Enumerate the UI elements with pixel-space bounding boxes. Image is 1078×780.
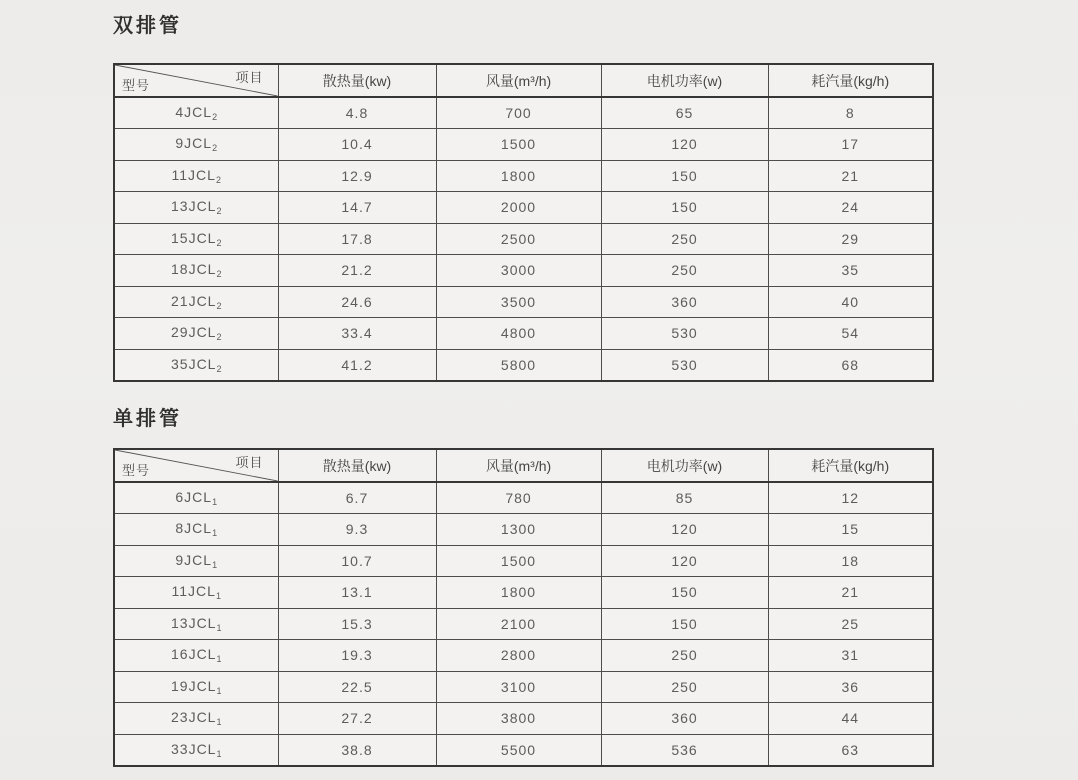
steam-consumption-cell: 12 [768,482,933,514]
motor-power-cell: 85 [601,482,768,514]
model-cell: $21JCL_2$ [114,286,278,318]
table-row [114,318,933,350]
steam-consumption-cell: 44 [768,703,933,735]
steam-consumption-cell: 31 [768,640,933,672]
table-row [114,640,933,672]
column-header-airflow: 风量(m³/h) [436,64,601,97]
table-row [114,97,933,129]
model-cell: $9JCL_2$ [114,129,278,161]
heat-output-cell: 13.1 [278,577,436,609]
heat-output-cell: 14.7 [278,192,436,224]
air-volume-cell: 5800 [436,349,601,381]
motor-power-cell: 530 [601,349,768,381]
table-row [114,734,933,766]
model-cell: $11JCL_1$ [114,577,278,609]
air-volume-cell: 2500 [436,223,601,255]
column-header-airflow: 风量(m³/h) [436,449,601,482]
motor-power-cell: 150 [601,192,768,224]
table-body [114,482,933,766]
heat-output-cell: 10.4 [278,129,436,161]
motor-power-cell: 150 [601,577,768,609]
air-volume-cell: 1500 [436,129,601,161]
steam-consumption-cell: 25 [768,608,933,640]
steam-consumption-cell: 21 [768,160,933,192]
air-volume-cell: 1800 [436,577,601,609]
corner-label-model: 型号 [122,463,151,478]
steam-consumption-cell: 40 [768,286,933,318]
heat-output-cell: 6.7 [278,482,436,514]
steam-consumption-cell: 21 [768,577,933,609]
heat-output-cell: 9.3 [278,514,436,546]
table-row [114,703,933,735]
model-cell: $13JCL_1$ [114,608,278,640]
table-row [114,349,933,381]
air-volume-cell: 1800 [436,160,601,192]
motor-power-cell: 530 [601,318,768,350]
heat-output-cell: 27.2 [278,703,436,735]
air-volume-cell: 2800 [436,640,601,672]
column-header-motor-power: 电机功率(w) [601,64,768,97]
model-cell: $33JCL_1$ [114,734,278,766]
table-row [114,223,933,255]
motor-power-cell: 250 [601,640,768,672]
model-cell: $15JCL_2$ [114,223,278,255]
table-row [114,577,933,609]
steam-consumption-cell: 36 [768,671,933,703]
table-row [114,129,933,161]
motor-power-cell: 536 [601,734,768,766]
corner-header-cell [114,449,278,482]
model-cell: $4JCL_2$ [114,97,278,129]
model-cell: $19JCL_1$ [114,671,278,703]
model-cell: $6JCL_1$ [114,482,278,514]
section-title-double-row: 双排管 [113,15,182,37]
motor-power-cell: 250 [601,223,768,255]
column-header-heat: 散热量(kw) [278,449,436,482]
corner-label-item: 项目 [235,455,264,470]
heat-output-cell: 17.8 [278,223,436,255]
air-volume-cell: 2100 [436,608,601,640]
heat-output-cell: 38.8 [278,734,436,766]
table-row [114,160,933,192]
double-row-pipe-section [113,12,934,382]
table-row [114,545,933,577]
single-row-pipe-section [113,405,934,767]
motor-power-cell: 250 [601,671,768,703]
model-cell: $11JCL_2$ [114,160,278,192]
column-header-motor-power: 电机功率(w) [601,449,768,482]
motor-power-cell: 250 [601,255,768,287]
heat-output-cell: 15.3 [278,608,436,640]
table-row [114,514,933,546]
model-cell: $35JCL_2$ [114,349,278,381]
steam-consumption-cell: 63 [768,734,933,766]
corner-label-model: 型号 [122,78,151,93]
air-volume-cell: 1500 [436,545,601,577]
column-header-steam: 耗汽量(kg/h) [768,449,933,482]
heat-output-cell: 22.5 [278,671,436,703]
motor-power-cell: 120 [601,514,768,546]
model-cell: $23JCL_1$ [114,703,278,735]
table-body [114,97,933,381]
air-volume-cell: 700 [436,97,601,129]
motor-power-cell: 120 [601,545,768,577]
header-row [114,64,933,97]
heat-output-cell: 21.2 [278,255,436,287]
model-cell: $8JCL_1$ [114,514,278,546]
corner-header-cell [114,64,278,97]
model-cell: $29JCL_2$ [114,318,278,350]
air-volume-cell: 2000 [436,192,601,224]
steam-consumption-cell: 29 [768,223,933,255]
table-row [114,255,933,287]
air-volume-cell: 3000 [436,255,601,287]
model-cell: $9JCL_1$ [114,545,278,577]
steam-consumption-cell: 35 [768,255,933,287]
air-volume-cell: 1300 [436,514,601,546]
motor-power-cell: 65 [601,97,768,129]
air-volume-cell: 3500 [436,286,601,318]
air-volume-cell: 5500 [436,734,601,766]
table-row [114,192,933,224]
steam-consumption-cell: 24 [768,192,933,224]
air-volume-cell: 780 [436,482,601,514]
corner-label-item: 项目 [235,70,264,85]
steam-consumption-cell: 17 [768,129,933,161]
heat-output-cell: 4.8 [278,97,436,129]
steam-consumption-cell: 8 [768,97,933,129]
heat-output-cell: 19.3 [278,640,436,672]
model-cell: $13JCL_2$ [114,192,278,224]
motor-power-cell: 360 [601,703,768,735]
header-row [114,449,933,482]
air-volume-cell: 4800 [436,318,601,350]
air-volume-cell: 3100 [436,671,601,703]
section-title-single-row: 单排管 [113,408,182,430]
motor-power-cell: 150 [601,160,768,192]
air-volume-cell: 3800 [436,703,601,735]
heat-output-cell: 41.2 [278,349,436,381]
heat-output-cell: 33.4 [278,318,436,350]
table-row [114,482,933,514]
column-header-steam: 耗汽量(kg/h) [768,64,933,97]
steam-consumption-cell: 54 [768,318,933,350]
motor-power-cell: 360 [601,286,768,318]
steam-consumption-cell: 18 [768,545,933,577]
table-row [114,671,933,703]
steam-consumption-cell: 15 [768,514,933,546]
steam-consumption-cell: 68 [768,349,933,381]
motor-power-cell: 150 [601,608,768,640]
model-cell: $16JCL_1$ [114,640,278,672]
heat-output-cell: 24.6 [278,286,436,318]
heat-output-cell: 10.7 [278,545,436,577]
heat-output-cell: 12.9 [278,160,436,192]
double-row-pipe-table [113,63,934,382]
table-row [114,608,933,640]
table-row [114,286,933,318]
single-row-pipe-table [113,448,934,767]
column-header-heat: 散热量(kw) [278,64,436,97]
model-cell: $18JCL_2$ [114,255,278,287]
motor-power-cell: 120 [601,129,768,161]
